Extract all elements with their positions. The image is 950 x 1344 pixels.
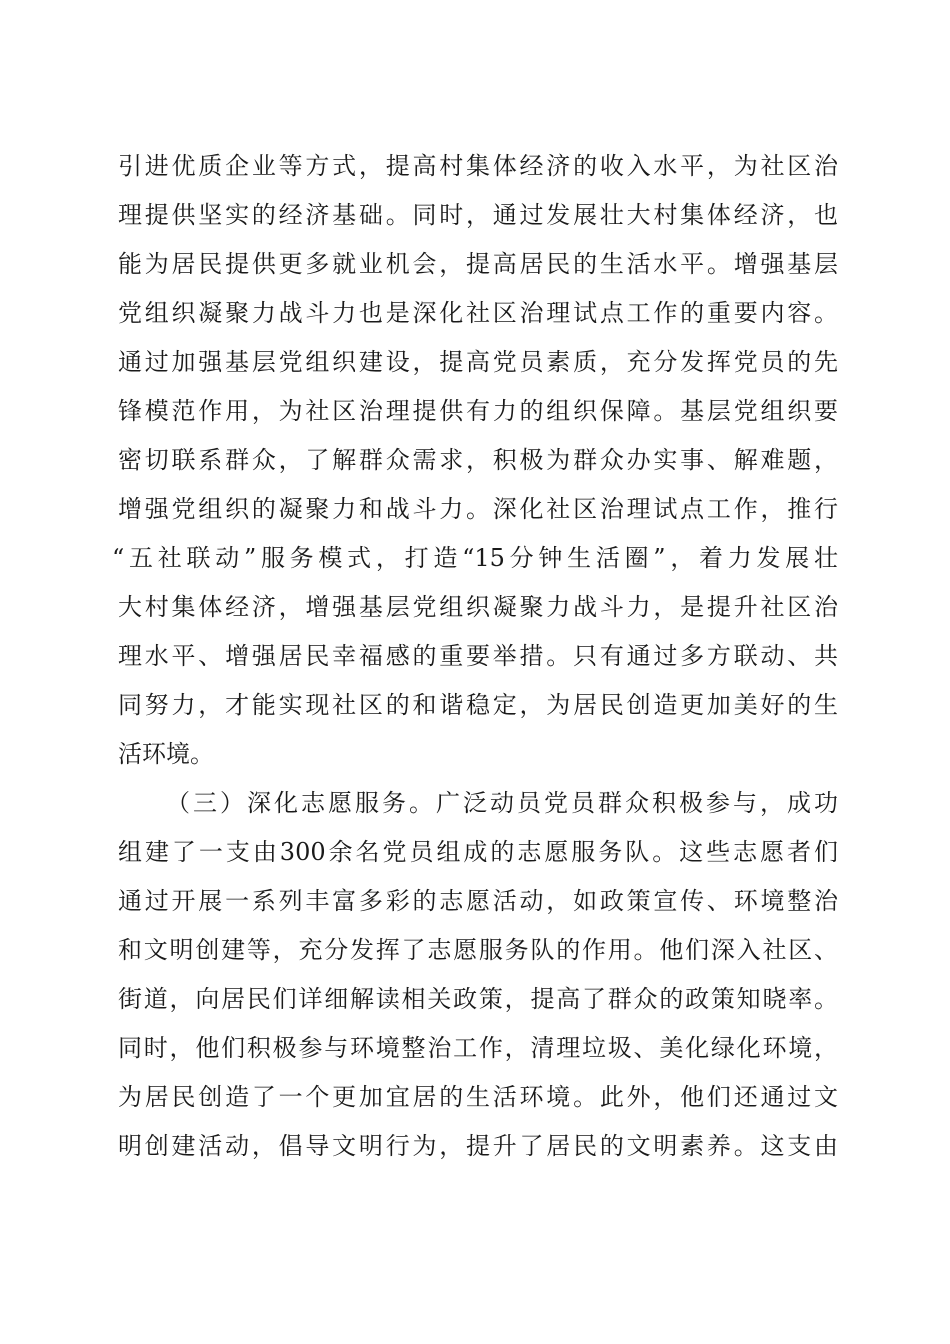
text-line: 为居民创造了一个更加宜居的生活环境。此外，他们还通过文 [118,1083,838,1111]
text-line: 锋模范作用，为社区治理提供有力的组织保障。基层党组织要 [118,397,838,425]
body-text [112,142,838,1171]
text-line: 能为居民提供更多就业机会，提高居民的生活水平。增强基层 [118,250,838,278]
text-line: 组建了一支由300余名党员组成的志愿服务队。这些志愿者们 [118,838,838,866]
text-line: 同努力，才能实现社区的和谐稳定，为居民创造更加美好的生 [118,691,838,719]
text-line: 明创建活动，倡导文明行为，提升了居民的文明素养。这支由 [118,1132,838,1160]
text-line: 通过加强基层党组织建设，提高党员素质，充分发挥党员的先 [118,348,838,376]
text-line: 大村集体经济，增强基层党组织凝聚力战斗力，是提升社区治 [118,593,838,621]
section-heading-line: （三）深化志愿服务。广泛动员党员群众积极参与，成功 [166,789,838,817]
text-line: 活环境。 [118,740,214,768]
text-line: 和文明创建等，充分发挥了志愿服务队的作用。他们深入社区、 [118,936,838,964]
text-line: 理提供坚实的经济基础。同时，通过发展壮大村集体经济，也 [118,201,838,229]
text-line: 增强党组织的凝聚力和战斗力。深化社区治理试点工作，推行 [118,495,838,523]
text-line: “五社联动”服务模式，打造“15分钟生活圈”，着力发展壮 [112,544,838,572]
text-line: 引进优质企业等方式，提高村集体经济的收入水平，为社区治 [118,152,838,180]
text-line: 党组织凝聚力战斗力也是深化社区治理试点工作的重要内容。 [118,299,838,327]
text-line: 同时，他们积极参与环境整治工作，清理垃圾、美化绿化环境， [118,1034,838,1062]
text-line: 街道，向居民们详细解读相关政策，提高了群众的政策知晓率。 [118,985,838,1013]
text-line: 通过开展一系列丰富多彩的志愿活动，如政策宣传、环境整治 [118,887,838,915]
text-line: 理水平、增强居民幸福感的重要举措。只有通过多方联动、共 [118,642,838,670]
text-line: 密切联系群众，了解群众需求，积极为群众办实事、解难题， [118,446,838,474]
